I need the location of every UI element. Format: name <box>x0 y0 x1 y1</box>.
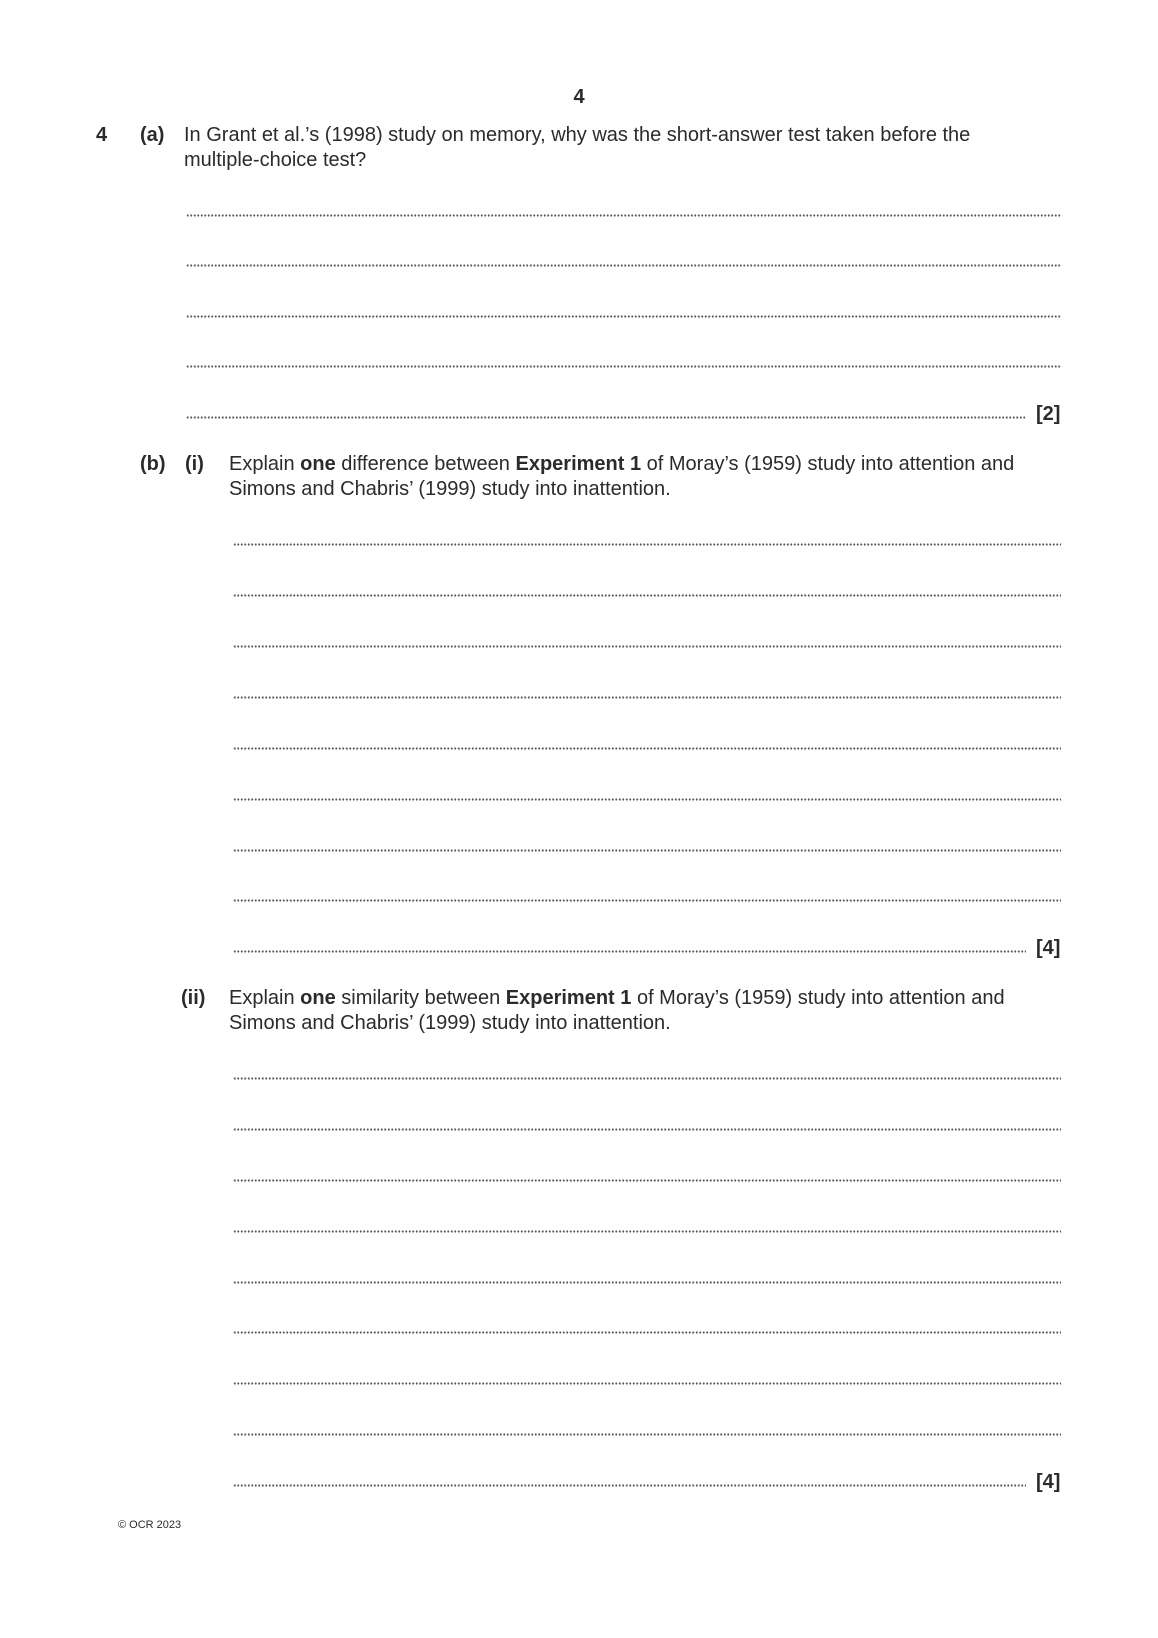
answer-line[interactable] <box>233 1281 1061 1284</box>
answer-line[interactable] <box>233 798 1061 801</box>
sub-i-marks: [4] <box>1036 937 1061 959</box>
sub-ii-question-text: Explain one similarity between Experiment 1 of Moray’s (1959) study into attention and Simons and Chabris’ (1999) study into inattention. <box>229 987 1005 1034</box>
answer-line[interactable] <box>233 950 1026 953</box>
answer-line[interactable] <box>233 594 1061 597</box>
answer-line[interactable] <box>186 416 1026 419</box>
answer-line[interactable] <box>233 1484 1026 1487</box>
question-number: 4 <box>96 124 108 146</box>
sub-i-label: (i) <box>185 453 204 475</box>
answer-line[interactable] <box>233 899 1061 902</box>
sub-ii-label: (ii) <box>181 987 206 1009</box>
answer-line[interactable] <box>186 214 1061 217</box>
part-a-label: (a) <box>140 124 165 146</box>
answer-line[interactable] <box>233 1433 1061 1436</box>
answer-line[interactable] <box>233 1128 1061 1131</box>
answer-line[interactable] <box>233 1230 1061 1233</box>
answer-line[interactable] <box>233 747 1061 750</box>
page-number: 4 <box>573 86 585 108</box>
answer-line[interactable] <box>233 645 1061 648</box>
answer-line[interactable] <box>233 696 1061 699</box>
part-b-label: (b) <box>140 453 166 475</box>
part-a-question-text: In Grant et al.’s (1998) study on memory, why was the short-answer test taken before the multiple-choice test? <box>184 124 971 171</box>
answer-line[interactable] <box>186 264 1061 267</box>
sub-ii-marks: [4] <box>1036 1471 1061 1493</box>
answer-line[interactable] <box>233 849 1061 852</box>
part-a-marks: [2] <box>1036 403 1061 425</box>
answer-line[interactable] <box>233 1179 1061 1182</box>
answer-line[interactable] <box>233 1331 1061 1334</box>
sub-i-question-text: Explain one difference between Experiment 1 of Moray’s (1959) study into attention and Simons and Chabris’ (1999) study into inattention. <box>229 453 1015 500</box>
copyright-footer: © OCR 2023 <box>118 1519 182 1531</box>
answer-line[interactable] <box>233 543 1061 546</box>
answer-line[interactable] <box>186 365 1061 368</box>
answer-line[interactable] <box>233 1382 1061 1385</box>
answer-line[interactable] <box>186 315 1061 318</box>
answer-line[interactable] <box>233 1077 1061 1080</box>
